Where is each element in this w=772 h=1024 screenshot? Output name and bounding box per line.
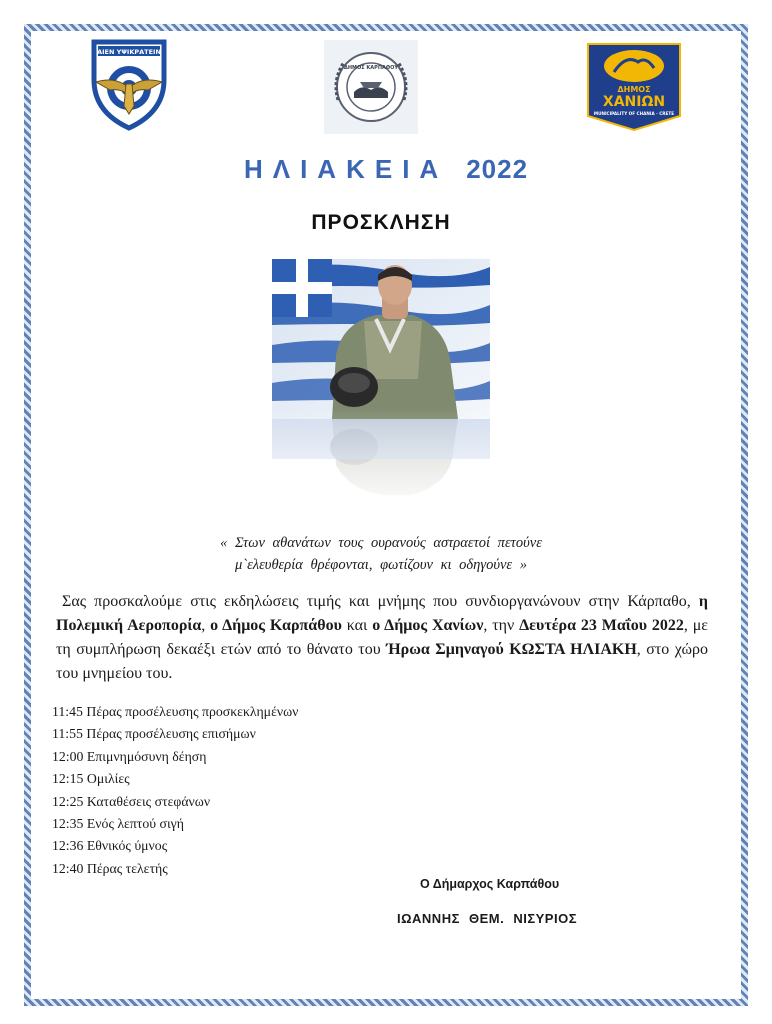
schedule-item: 12:00 Επιμνημόσυνη δέηση	[52, 748, 207, 764]
pilot-portrait	[272, 259, 490, 511]
para-karpathos: ο Δήμος Καρπάθου	[210, 617, 342, 634]
chania-title-small: ΔΗΜΟΣ	[617, 85, 651, 94]
para-text: ,	[201, 617, 211, 634]
schedule-item: 11:55 Πέρας προσέλευσης επισήμων	[52, 726, 256, 742]
page-title	[0, 154, 772, 185]
para-text: , την	[483, 617, 520, 634]
para-text: και	[341, 617, 373, 634]
karpathos-seal	[324, 40, 418, 134]
title-text: ΗΛΙΑΚΕΙΑ	[243, 154, 449, 184]
chania-logo	[586, 42, 682, 132]
quote-line-2: μ`ελευθερία θρέφονται, φωτίζουν κι οδηγούνε »	[234, 557, 528, 573]
schedule-item: 12:40 Πέρας τελετής	[52, 860, 168, 876]
invitation-paragraph	[56, 590, 708, 686]
schedule-item: 12:35 Ενός λεπτού σιγή	[52, 816, 184, 832]
para-hero: Ήρωα Σμηναγού ΚΩΣΤΑ ΗΛΙΑΚΗ	[386, 641, 637, 658]
signature-name: ΙΩΑΝΝΗΣ ΘΕΜ. ΝΙΣΥΡΙΟΣ	[397, 911, 578, 926]
poem-quote	[0, 532, 762, 576]
schedule-item: 11:45 Πέρας προσέλευσης προσκεκλημένων	[52, 704, 299, 719]
air-force-motto: ΑΙΕΝ ΥΨΙΚΡΑΤΕΙΝ	[97, 48, 161, 56]
chania-title: ΧΑΝΙΩΝ	[602, 94, 666, 110]
schedule-item: 12:36 Εθνικός ύμνος	[52, 838, 168, 854]
schedule-item: 12:15 Ομιλίες	[52, 771, 130, 787]
chania-subtitle: MUNICIPALITY OF CHANIA · CRETE	[593, 111, 675, 116]
para-text: , στο χώρο του μνημείου του.	[56, 641, 708, 682]
karpathos-seal-text: ΔΗΜΟΣ ΚΑΡΠΑΘΟΥ	[343, 65, 399, 71]
signature-role: Ο Δήμαρχος Καρπάθου	[420, 877, 560, 891]
schedule-item: 12:25 Καταθέσεις στεφάνων	[52, 793, 211, 809]
air-force-emblem	[88, 36, 170, 132]
schedule-list	[52, 701, 298, 880]
quote-line-1: « Στων αθανάτων τους ουρανούς αστραετοί πετούνε	[220, 535, 542, 551]
para-date: Δευτέρα 23 Μαΐου 2022	[519, 617, 684, 634]
invitation-heading: ΠΡΟΣΚΛΗΣΗ	[311, 211, 451, 234]
para-chania: ο Δήμος Χανίων	[372, 617, 484, 634]
para-air-force: η Πολεμική Αεροπορία	[56, 593, 708, 634]
para-text: , με τη συμπλήρωση δεκαέξι ετών από το θάνατο του	[56, 617, 709, 658]
para-text: Σας προσκαλούμε στις εκδηλώσεις τιμής και μνήμης που συνδιοργανώνουν στην Κάρπαθο,	[62, 593, 699, 610]
title-year: 2022	[466, 154, 529, 184]
